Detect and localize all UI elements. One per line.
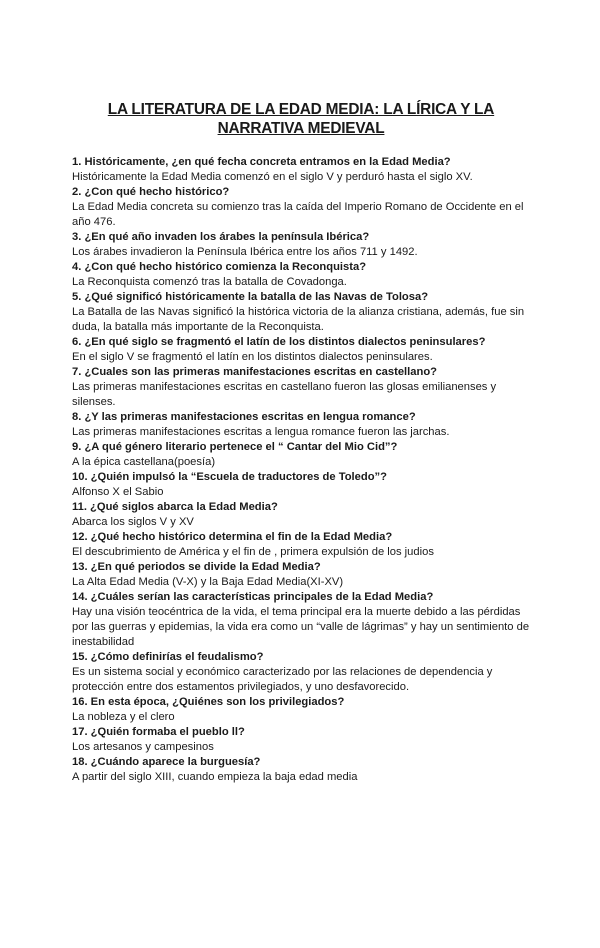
question: 16. En esta época, ¿Quiénes son los privilegiados? (72, 696, 345, 708)
answer: La nobleza y el clero (72, 711, 175, 723)
qa-item (72, 290, 530, 335)
answer: Abarca los siglos V y XV (72, 516, 194, 528)
qa-item (72, 650, 530, 695)
qa-item (72, 335, 530, 365)
qa-item (72, 410, 530, 440)
question: 15. ¿Cómo definirías el feudalismo? (72, 651, 264, 663)
answer: Las primeras manifestaciones escritas en castellano fueron las glosas emilianenses y silenses. (72, 381, 497, 408)
answer: A partir del siglo XIII, cuando empieza la baja edad media (72, 771, 358, 783)
qa-item (72, 725, 530, 755)
question: 9. ¿A qué género literario pertenece el “ Cantar del Mio Cid”? (72, 441, 398, 453)
question: 4. ¿Con qué hecho histórico comienza la Reconquista? (72, 261, 367, 273)
answer: La Edad Media concreta su comienzo tras la caída del Imperio Romano de Occidente en el año 476. (72, 201, 524, 228)
question: 13. ¿En qué periodos se divide la Edad Media? (72, 561, 321, 573)
question: 17. ¿Quién formaba el pueblo ll? (72, 726, 245, 738)
answer: Las primeras manifestaciones escritas a lengua romance fueron las jarchas. (72, 426, 450, 438)
question: 11. ¿Qué siglos abarca la Edad Media? (72, 501, 278, 513)
question: 14. ¿Cuáles serían las características principales de la Edad Media? (72, 591, 434, 603)
question-list (72, 155, 530, 785)
qa-item (72, 230, 530, 260)
page-title: LA LITERATURA DE LA EDAD MEDIA: LA LÍRICA Y LA NARRATIVA MEDIEVAL (107, 101, 495, 137)
qa-item (72, 365, 530, 410)
question: 8. ¿Y las primeras manifestaciones escritas en lengua romance? (72, 411, 416, 423)
answer: Históricamente la Edad Media comenzó en el siglo V y perduró hasta el siglo XV. (72, 171, 473, 183)
answer: Hay una visión teocéntrica de la vida, el tema principal era la muerte debido a las pérdidas por las guerras y epidemias, la vida era como un “valle de lágrimas” y hay un sentimiento de inestabilidad (72, 606, 530, 648)
answer: Alfonso X el Sabio (72, 486, 164, 498)
qa-item (72, 560, 530, 590)
answer: La Batalla de las Navas significó la histórica victoria de la alianza cristiana, además, fue sin duda, la batalla más importante de la Reconquista. (72, 306, 525, 333)
answer: Los árabes invadieron la Península Ibérica entre los años 711 y 1492. (72, 246, 418, 258)
question: 7. ¿Cuales son las primeras manifestaciones escritas en castellano? (72, 366, 437, 378)
question: 6. ¿En qué siglo se fragmentó el latín de los distintos dialectos peninsulares? (72, 336, 486, 348)
qa-item (72, 695, 530, 725)
question: 1. Históricamente, ¿en qué fecha concreta entramos en la Edad Media? (72, 156, 451, 168)
qa-item (72, 590, 530, 650)
qa-item (72, 440, 530, 470)
qa-item (72, 755, 530, 785)
answer: La Alta Edad Media (V-X) y la Baja Edad Media(XI-XV) (72, 576, 344, 588)
document-page (0, 100, 600, 948)
question: 3. ¿En qué año invaden los árabes la península Ibérica? (72, 231, 370, 243)
qa-item (72, 530, 530, 560)
qa-item (72, 155, 530, 185)
question: 5. ¿Qué significó históricamente la batalla de las Navas de Tolosa? (72, 291, 429, 303)
qa-item (72, 185, 530, 230)
question: 2. ¿Con qué hecho histórico? (72, 186, 230, 198)
question: 18. ¿Cuándo aparece la burguesía? (72, 756, 261, 768)
answer: El descubrimiento de América y el fin de , primera expulsión de los judios (72, 546, 434, 558)
qa-item (72, 500, 530, 530)
answer: A la épica castellana(poesía) (72, 456, 216, 468)
answer: La Reconquista comenzó tras la batalla de Covadonga. (72, 276, 347, 288)
answer: Es un sistema social y económico caracterizado por las relaciones de dependencia y protección entre dos estamentos privilegiados, y uno desfavorecido. (72, 666, 493, 693)
qa-item (72, 260, 530, 290)
answer: En el siglo V se fragmentó el latín en los distintos dialectos peninsulares. (72, 351, 433, 363)
qa-item (72, 470, 530, 500)
question: 10. ¿Quién impulsó la “Escuela de traductores de Toledo”? (72, 471, 387, 483)
question: 12. ¿Qué hecho histórico determina el fin de la Edad Media? (72, 531, 393, 543)
answer: Los artesanos y campesinos (72, 741, 214, 753)
